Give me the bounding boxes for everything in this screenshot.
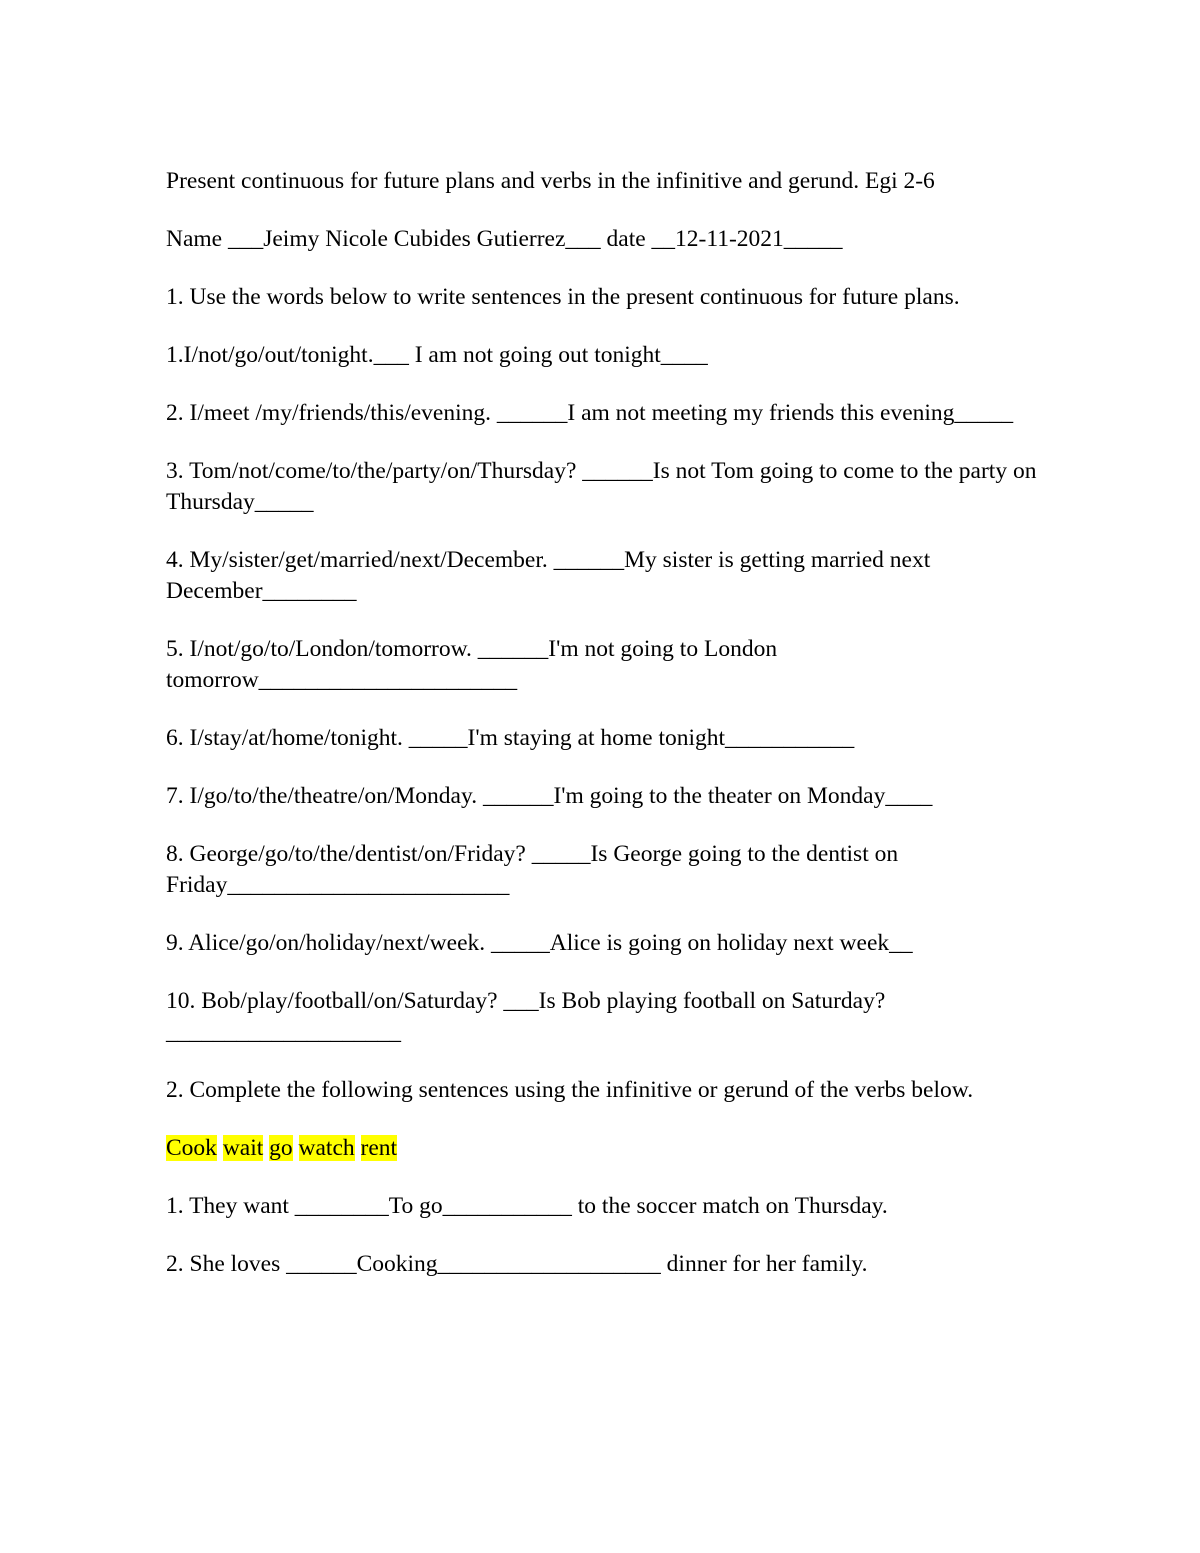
exercise1-item: 6. I/stay/at/home/tonight. _____I'm staying at home tonight___________ — [166, 725, 855, 751]
word-bank-word: rent — [360, 1135, 398, 1161]
exercise1-item: 4. My/sister/get/married/next/December. ______My sister is getting married next December________ — [166, 547, 937, 604]
exercise1-item: 10. Bob/play/football/on/Saturday? ___Is Bob playing football on Saturday? ____________________ — [166, 988, 892, 1045]
exercise1-item: 2. I/meet /my/friends/this/evening. ______I am not meeting my friends this evening_____ — [166, 400, 1014, 426]
word-bank-word: Cook — [166, 1135, 217, 1161]
word-bank — [166, 1133, 1041, 1164]
document-body — [166, 166, 1041, 1307]
exercise1-item: 3. Tom/not/come/to/the/party/on/Thursday? ______Is not Tom going to come to the party on Thursday_____ — [166, 458, 1042, 515]
word-bank-word: wait — [222, 1135, 264, 1161]
exercise2-item: 1. They want ________To go___________ to the soccer match on Thursday. — [166, 1193, 888, 1219]
exercise1-item: 8. George/go/to/the/dentist/on/Friday? _____Is George going to the dentist on Friday________________________ — [166, 841, 904, 898]
document-title: Present continuous for future plans and verbs in the infinitive and gerund. Egi 2-6 — [166, 168, 935, 194]
exercise1-item: 7. I/go/to/the/theatre/on/Monday. ______I'm going to the theater on Monday____ — [166, 783, 933, 809]
exercise1-item: 9. Alice/go/on/holiday/next/week. _____Alice is going on holiday next week__ — [166, 930, 913, 956]
exercise1-item: 5. I/not/go/to/London/tomorrow. ______I'm not going to London tomorrow______________________ — [166, 636, 783, 693]
word-bank-word: watch — [298, 1135, 355, 1161]
exercise2-item: 2. She loves ______Cooking___________________ dinner for her family. — [166, 1251, 868, 1277]
word-bank-word: go — [269, 1135, 293, 1161]
name-date-line: Name ___Jeimy Nicole Cubides Gutierrez___ date __12-11-2021_____ — [166, 226, 843, 252]
section2-instruction: 2. Complete the following sentences using the infinitive or gerund of the verbs below. — [166, 1077, 974, 1103]
exercise1-item: 1.I/not/go/out/tonight.___ I am not going out tonight____ — [166, 342, 708, 368]
section1-instruction: 1. Use the words below to write sentences in the present continuous for future plans. — [166, 284, 960, 310]
